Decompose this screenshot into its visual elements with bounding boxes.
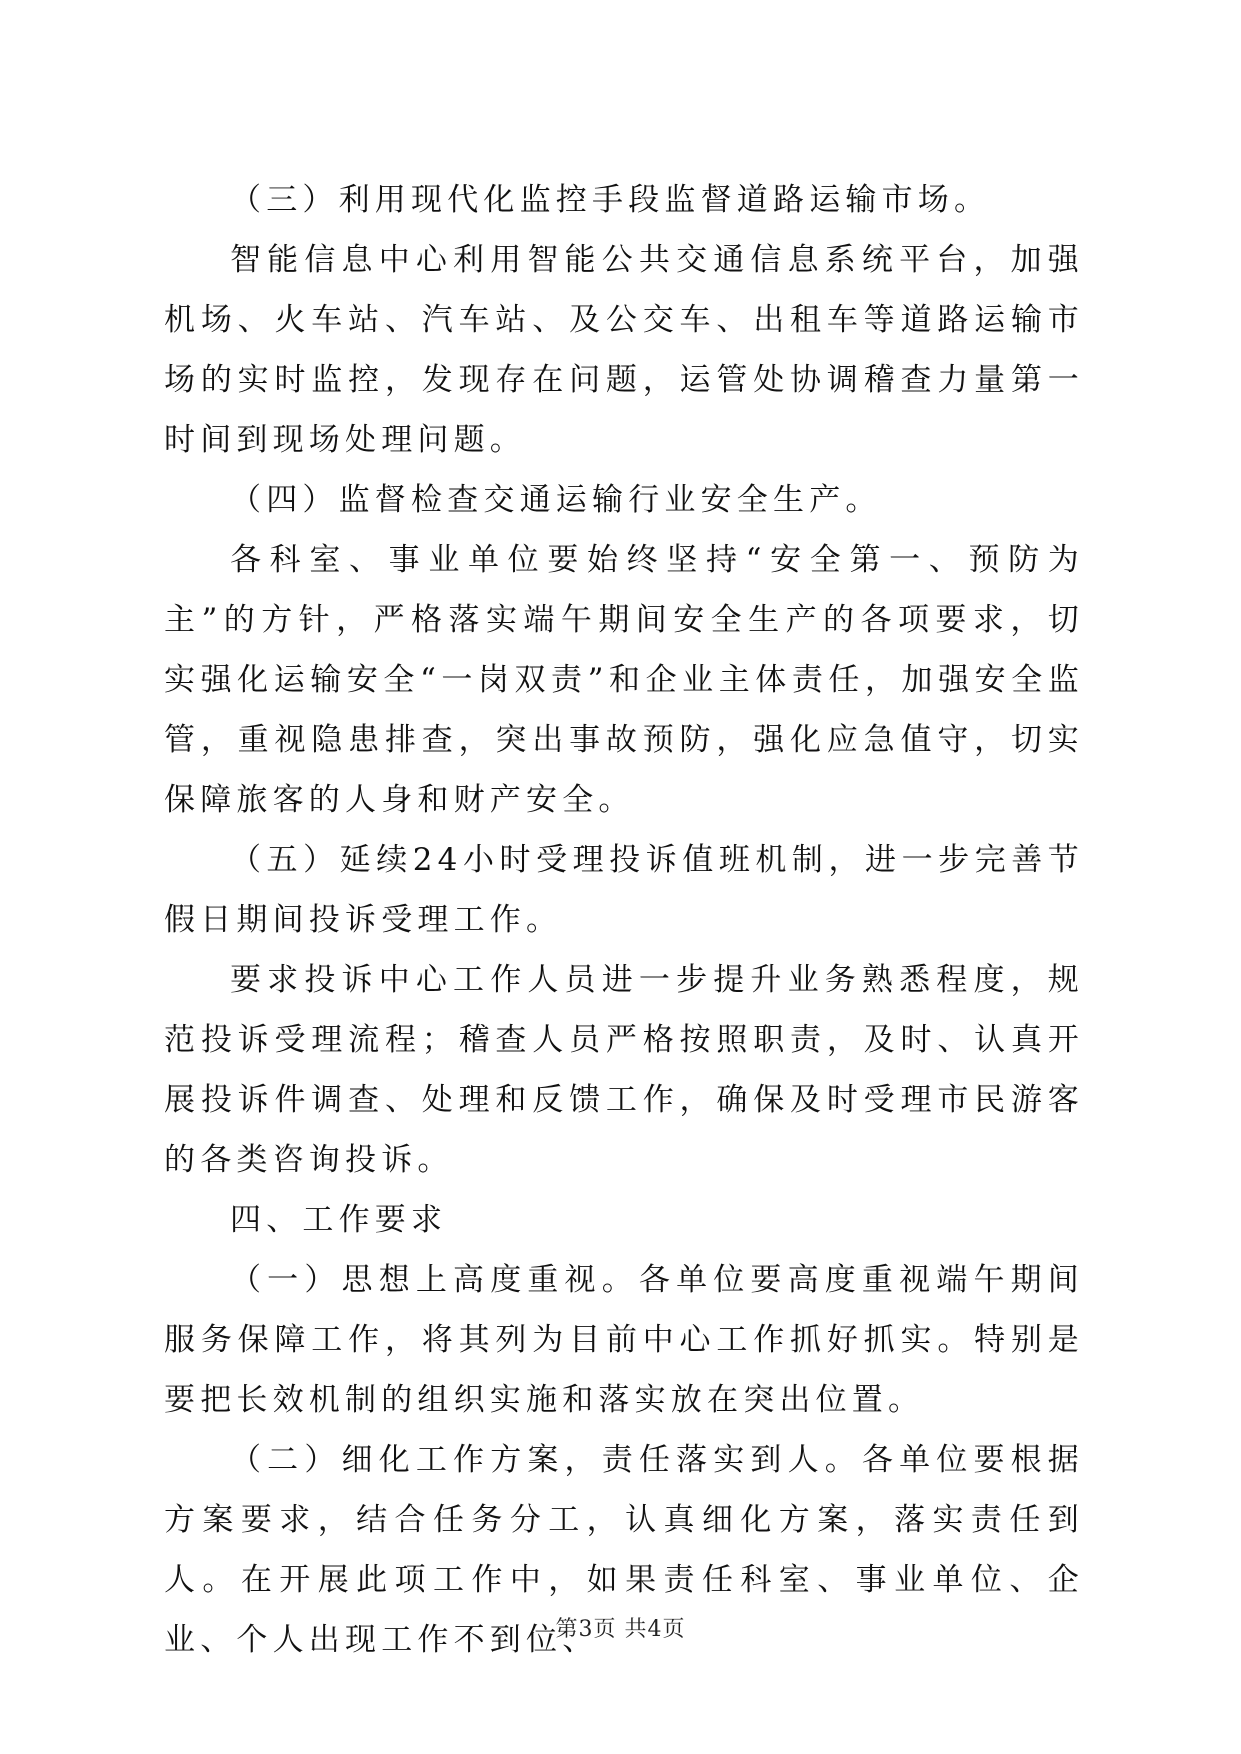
section-heading-3: （三）利用现代化监控手段监督道路运输市场。 bbox=[230, 182, 991, 218]
requirement-paragraph-1: （一）思想上高度重视。各单位要高度重视端午期间服务保障工作，将其列为目前中心工作抓好抓实。特别是要把长效机制的组织实施和落实放在突出位置。 bbox=[164, 1262, 1084, 1418]
document-body bbox=[164, 170, 1084, 1670]
body-paragraph: 要求投诉中心工作人员进一步提升业务熟悉程度，规范投诉受理流程；稽查人员严格按照职责，及时、认真开展投诉件调查、处理和反馈工作，确保及时受理市民游客的各类咨询投诉。 bbox=[164, 962, 1084, 1178]
chapter-heading-work-requirements: 四、工作要求 bbox=[230, 1202, 448, 1238]
body-paragraph: 智能信息中心利用智能公共交通信息系统平台，加强机场、火车站、汽车站、及公交车、出租车等道路运输市场的实时监控，发现存在问题，运管处协调稽查力量第一时间到现场处理问题。 bbox=[164, 242, 1084, 458]
requirement-paragraph-2: （二）细化工作方案，责任落实到人。各单位要根据方案要求，结合任务分工，认真细化方案，落实责任到人。在开展此项工作中，如果责任科室、事业单位、企业、个人出现工作不到位、 bbox=[164, 1442, 1084, 1658]
body-paragraph: 各科室、事业单位要始终坚持“安全第一、预防为主”的方针，严格落实端午期间安全生产的各项要求，切实强化运输安全“一岗双责”和企业主体责任，加强安全监管，重视隐患排查，突出事故预防，强化应急值守，切实保障旅客的人身和财产安全。 bbox=[164, 542, 1084, 818]
section-heading-4: （四）监督检查交通运输行业安全生产。 bbox=[230, 482, 882, 518]
page-number-footer: 第3页 共4页 bbox=[555, 1617, 686, 1642]
section-heading-5: （五）延续24小时受理投诉值班机制，进一步完善节假日期间投诉受理工作。 bbox=[164, 842, 1084, 938]
